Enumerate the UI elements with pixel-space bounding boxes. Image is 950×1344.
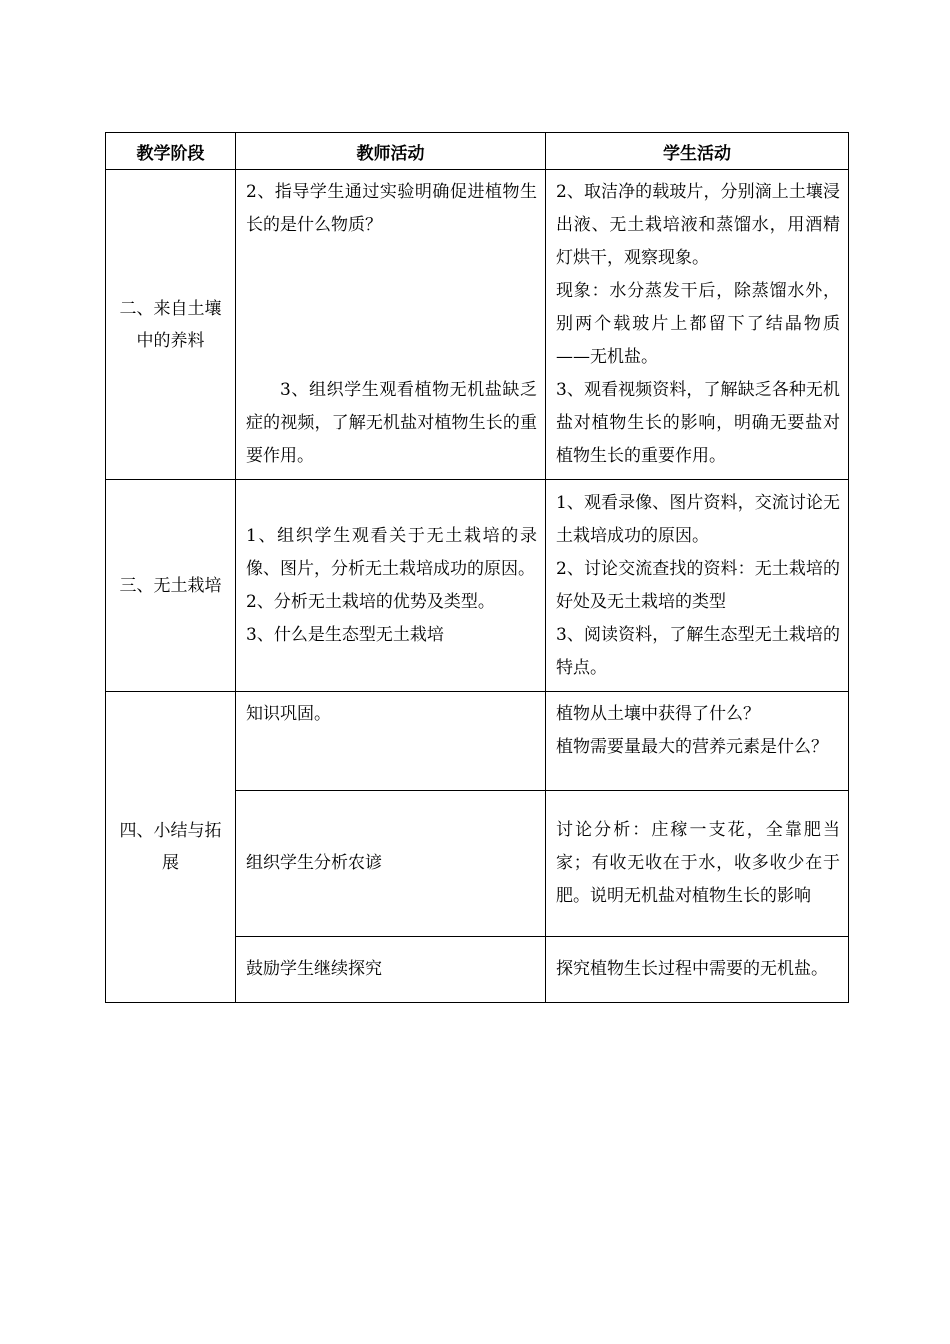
lesson-plan-table bbox=[105, 132, 849, 1003]
stage-cell: 二、来自土壤中的养料 bbox=[106, 170, 236, 480]
stage-cell: 四、小结与拓展 bbox=[106, 692, 236, 1003]
student-item: 植物从土壤中获得了什么？ bbox=[556, 704, 760, 724]
teacher-activity-cell: 鼓励学生继续探究 bbox=[236, 937, 546, 1003]
table-header-row bbox=[106, 133, 849, 170]
header-teacher-activity: 教师活动 bbox=[236, 133, 546, 170]
student-activity-cell bbox=[546, 692, 849, 791]
teacher-item: 2、分析无土栽培的优势及类型。 bbox=[246, 591, 495, 612]
teacher-item: 2、指导学生通过实验明确促进植物生长的是什么物质？ bbox=[246, 182, 537, 235]
header-stage: 教学阶段 bbox=[106, 133, 236, 170]
student-activity-cell bbox=[546, 937, 849, 1003]
student-activity-cell bbox=[546, 170, 849, 480]
teacher-item: 3、组织学生观看植物无机盐缺乏症的视频，了解无机盐对植物生长的重要作用。 bbox=[246, 380, 537, 466]
table-row bbox=[106, 692, 849, 791]
table-row bbox=[106, 170, 849, 480]
teacher-item: 1、组织学生观看关于无土栽培的录像、图片，分析无土栽培成功的原因。 bbox=[246, 525, 537, 579]
spacer bbox=[246, 242, 537, 374]
teacher-item: 3、什么是生态型无土栽培 bbox=[246, 624, 444, 645]
student-item: 1、观看录像、图片资料，交流讨论无土栽培成功的原因。 bbox=[556, 492, 840, 546]
student-item: 2、取洁净的载玻片，分别滴上土壤浸出液、无土栽培液和蒸馏水，用酒精灯烘干，观察现象。 bbox=[556, 182, 840, 268]
student-item: 现象：水分蒸发干后，除蒸馏水外，别两个载玻片上都留下了结晶物质——无机盐。 bbox=[556, 281, 840, 367]
student-item: 3、阅读资料，了解生态型无土栽培的特点。 bbox=[556, 624, 840, 678]
teacher-activity-cell: 知识巩固。 bbox=[236, 692, 546, 791]
table-row bbox=[106, 480, 849, 692]
student-item: 讨论分析：庄稼一支花，全靠肥当家；有收无收在于水，收多收少在于肥。说明无机盐对植物生长的影响 bbox=[556, 820, 840, 906]
student-item: 植物需要量最大的营养元素是什么？ bbox=[556, 737, 828, 757]
teacher-activity-cell bbox=[236, 480, 546, 692]
header-student-activity: 学生活动 bbox=[546, 133, 849, 170]
teacher-activity-cell: 组织学生分析农谚 bbox=[236, 791, 546, 937]
student-activity-cell bbox=[546, 480, 849, 692]
student-activity-cell bbox=[546, 791, 849, 937]
stage-cell: 三、无土栽培 bbox=[106, 480, 236, 692]
student-item: 2、讨论交流查找的资料：无土栽培的好处及无土栽培的类型 bbox=[556, 558, 840, 612]
teacher-activity-cell bbox=[236, 170, 546, 480]
student-item: 3、观看视频资料，了解缺乏各种无机盐对植物生长的影响，明确无要盐对植物生长的重要作用。 bbox=[556, 380, 840, 466]
student-item: 探究植物生长过程中需要的无机盐。 bbox=[556, 959, 828, 979]
